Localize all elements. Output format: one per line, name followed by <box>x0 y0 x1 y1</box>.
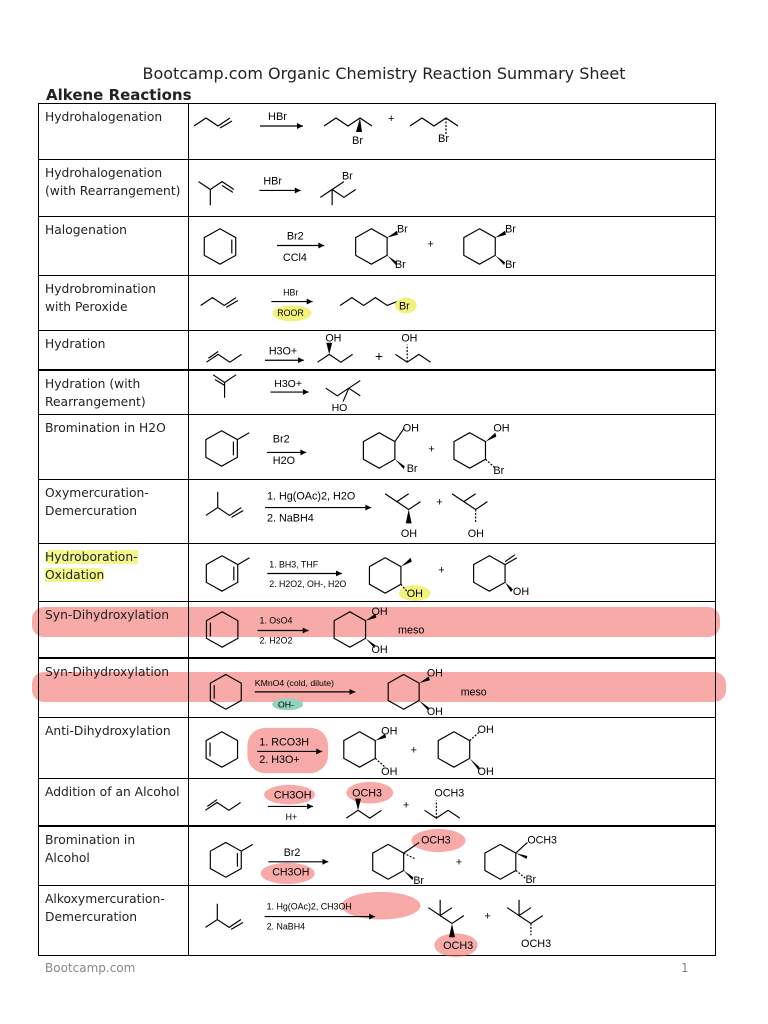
plus-sign: + <box>375 349 383 365</box>
highlight-mark <box>247 728 328 773</box>
reaction-row <box>39 275 715 330</box>
reaction-row <box>39 414 715 479</box>
product-label: OH <box>477 723 494 736</box>
reaction-table <box>38 103 716 956</box>
reaction-scheme <box>188 659 716 717</box>
reaction-scheme <box>188 886 716 957</box>
reaction-name: Bromination in Alcohol <box>45 833 136 865</box>
reagent-bottom: 2. H2O2, OH-, H2O <box>269 579 347 590</box>
product-label: Br <box>352 135 363 147</box>
reaction-name: Addition of an Alcohol <box>45 785 180 799</box>
plus-sign: + <box>428 443 435 456</box>
reagent-bottom: 2. NaBH4 <box>266 921 306 932</box>
product-label: HO <box>331 402 348 414</box>
reaction-name: Anti-Dihydroxylation <box>45 724 171 738</box>
plus-sign: + <box>438 564 445 577</box>
reaction-name: Bromination in H2O <box>45 421 166 435</box>
reagent-top: Br2 <box>272 433 290 446</box>
product-label: OH <box>426 667 443 680</box>
reagent-top: 1. OsO4 <box>259 615 293 626</box>
reagent-bottom: CCl4 <box>282 252 307 265</box>
reaction-row <box>39 479 715 543</box>
plus-sign: + <box>484 910 491 923</box>
reagent-top: HBr <box>263 175 282 188</box>
reagent-top: Br2 <box>283 847 301 859</box>
reagent-bottom: 2. NaBH4 <box>266 512 314 525</box>
product-label: OH <box>493 422 510 435</box>
reagent-top: KMnO4 (cold, dilute) <box>254 678 334 689</box>
plus-sign: + <box>410 744 418 757</box>
reagent-top: 1. Hg(OAc)2, CH3OH <box>266 901 352 912</box>
reaction-scheme <box>188 602 716 657</box>
product-label: OH <box>477 766 494 778</box>
reaction-name: Hydrohalogenation <box>45 110 163 124</box>
footer-brand: Bootcamp.com <box>45 961 136 975</box>
product-label: Br <box>438 133 449 145</box>
meso-note: meso <box>460 686 487 699</box>
page-number: 1 <box>681 961 689 975</box>
reaction-name: Halogenation <box>45 223 127 237</box>
product-label: Br <box>341 170 353 183</box>
reaction-name <box>45 548 183 584</box>
reaction-scheme <box>188 544 716 601</box>
reaction-name: Hydrohalogenation (with Rearrangement) <box>45 166 181 198</box>
reaction-name: Hydration (with Rearrangement) <box>45 377 146 409</box>
reagent-bottom: H+ <box>285 812 298 823</box>
reaction-name: Hydrobromination with Peroxide <box>45 282 157 314</box>
product-label: OH <box>371 605 388 618</box>
reagent-top: HBr <box>268 111 287 123</box>
product-label: Br <box>394 259 406 272</box>
product-label: Br <box>525 874 537 885</box>
product-label: OCH3 <box>421 834 451 847</box>
product-label: OH <box>325 332 342 345</box>
reagent-top: 1. RCO3H <box>259 736 310 749</box>
product-label: OCH3 <box>443 940 474 953</box>
product-label: OH <box>512 586 530 599</box>
product-label: Br <box>398 300 410 313</box>
plus-sign: + <box>455 856 463 869</box>
reaction-scheme <box>188 217 716 275</box>
plus-sign: + <box>427 238 434 251</box>
document-title: Bootcamp.com Organic Chemistry Reaction Summary Sheet <box>142 64 626 83</box>
reaction-scheme <box>188 480 716 543</box>
reaction-row <box>39 159 715 216</box>
reaction-row <box>39 717 715 778</box>
reaction-name: Hydration <box>45 337 106 351</box>
plus-sign: + <box>403 799 410 812</box>
reaction-row <box>39 369 715 414</box>
reaction-row <box>39 825 715 885</box>
highlighted-name: Hydroboration-Oxidation <box>45 550 138 582</box>
reaction-row <box>39 543 715 601</box>
reagent-top: H3O+ <box>274 378 303 391</box>
reagent-top: 1. Hg(OAc)2, H2O <box>266 490 356 503</box>
product-label: Br <box>493 465 505 478</box>
reagent-top: CH3OH <box>273 789 312 802</box>
product-label: OCH3 <box>434 787 465 800</box>
reagent-bottom: 2. H3O+ <box>259 754 300 767</box>
section-heading: Alkene Reactions <box>46 86 192 104</box>
reaction-scheme <box>188 415 716 479</box>
plus-sign: + <box>436 496 443 509</box>
reaction-name: Alkoxymercuration-Demercuration <box>45 892 165 924</box>
reaction-row <box>39 778 715 825</box>
product-label: Br <box>505 259 516 272</box>
reaction-row <box>39 104 715 159</box>
product-label: OH <box>371 644 388 657</box>
reagent-bottom: H2O <box>272 455 296 468</box>
highlight-mark <box>342 892 421 920</box>
reaction-row <box>39 885 715 957</box>
reaction-row <box>39 601 715 657</box>
reaction-scheme <box>188 827 716 885</box>
reagent-bottom: 2. H2O2 <box>259 635 293 646</box>
product-label: Br <box>413 875 424 885</box>
reaction-scheme <box>188 160 716 216</box>
reagent-bottom: ROOR <box>277 308 304 319</box>
reaction-name: Syn-Dihydroxylation <box>45 665 170 679</box>
reaction-scheme <box>188 371 716 414</box>
reaction-scheme <box>188 718 716 778</box>
reagent-bottom: CH3OH <box>272 866 310 879</box>
reaction-scheme <box>188 331 716 369</box>
reagent-top: HBr <box>283 287 299 298</box>
reaction-row <box>39 216 715 275</box>
reaction-row <box>39 330 715 369</box>
product-label: OH <box>401 332 418 345</box>
product-label: OH <box>402 422 420 435</box>
reagent-top: H3O+ <box>268 345 298 358</box>
product-label: OH <box>381 766 398 778</box>
product-label: OH <box>400 528 418 541</box>
product-label: OH <box>467 528 484 541</box>
product-label: Br <box>396 223 408 236</box>
reaction-scheme <box>188 779 716 825</box>
reagent-top: Br2 <box>286 230 304 243</box>
reaction-name: Oxymercuration-Demercuration <box>45 486 149 518</box>
product-label: OH <box>381 725 398 738</box>
product-label: OCH3 <box>352 787 383 800</box>
product-label: OCH3 <box>527 834 557 847</box>
product-label: OH <box>426 706 443 717</box>
reaction-row <box>39 657 715 717</box>
product-label: OH <box>406 588 423 601</box>
reaction-scheme <box>188 276 716 330</box>
reagent-bottom: OH- <box>278 699 294 710</box>
product-label: Br <box>406 463 418 476</box>
reagent-top: 1. BH3, THF <box>269 559 319 570</box>
plus-sign: + <box>388 113 395 125</box>
reaction-scheme <box>188 104 716 159</box>
reaction-name: Syn-Dihydroxylation <box>45 608 170 622</box>
product-label: OCH3 <box>521 938 552 951</box>
meso-note: meso <box>397 624 425 637</box>
product-label: Br <box>505 223 516 236</box>
